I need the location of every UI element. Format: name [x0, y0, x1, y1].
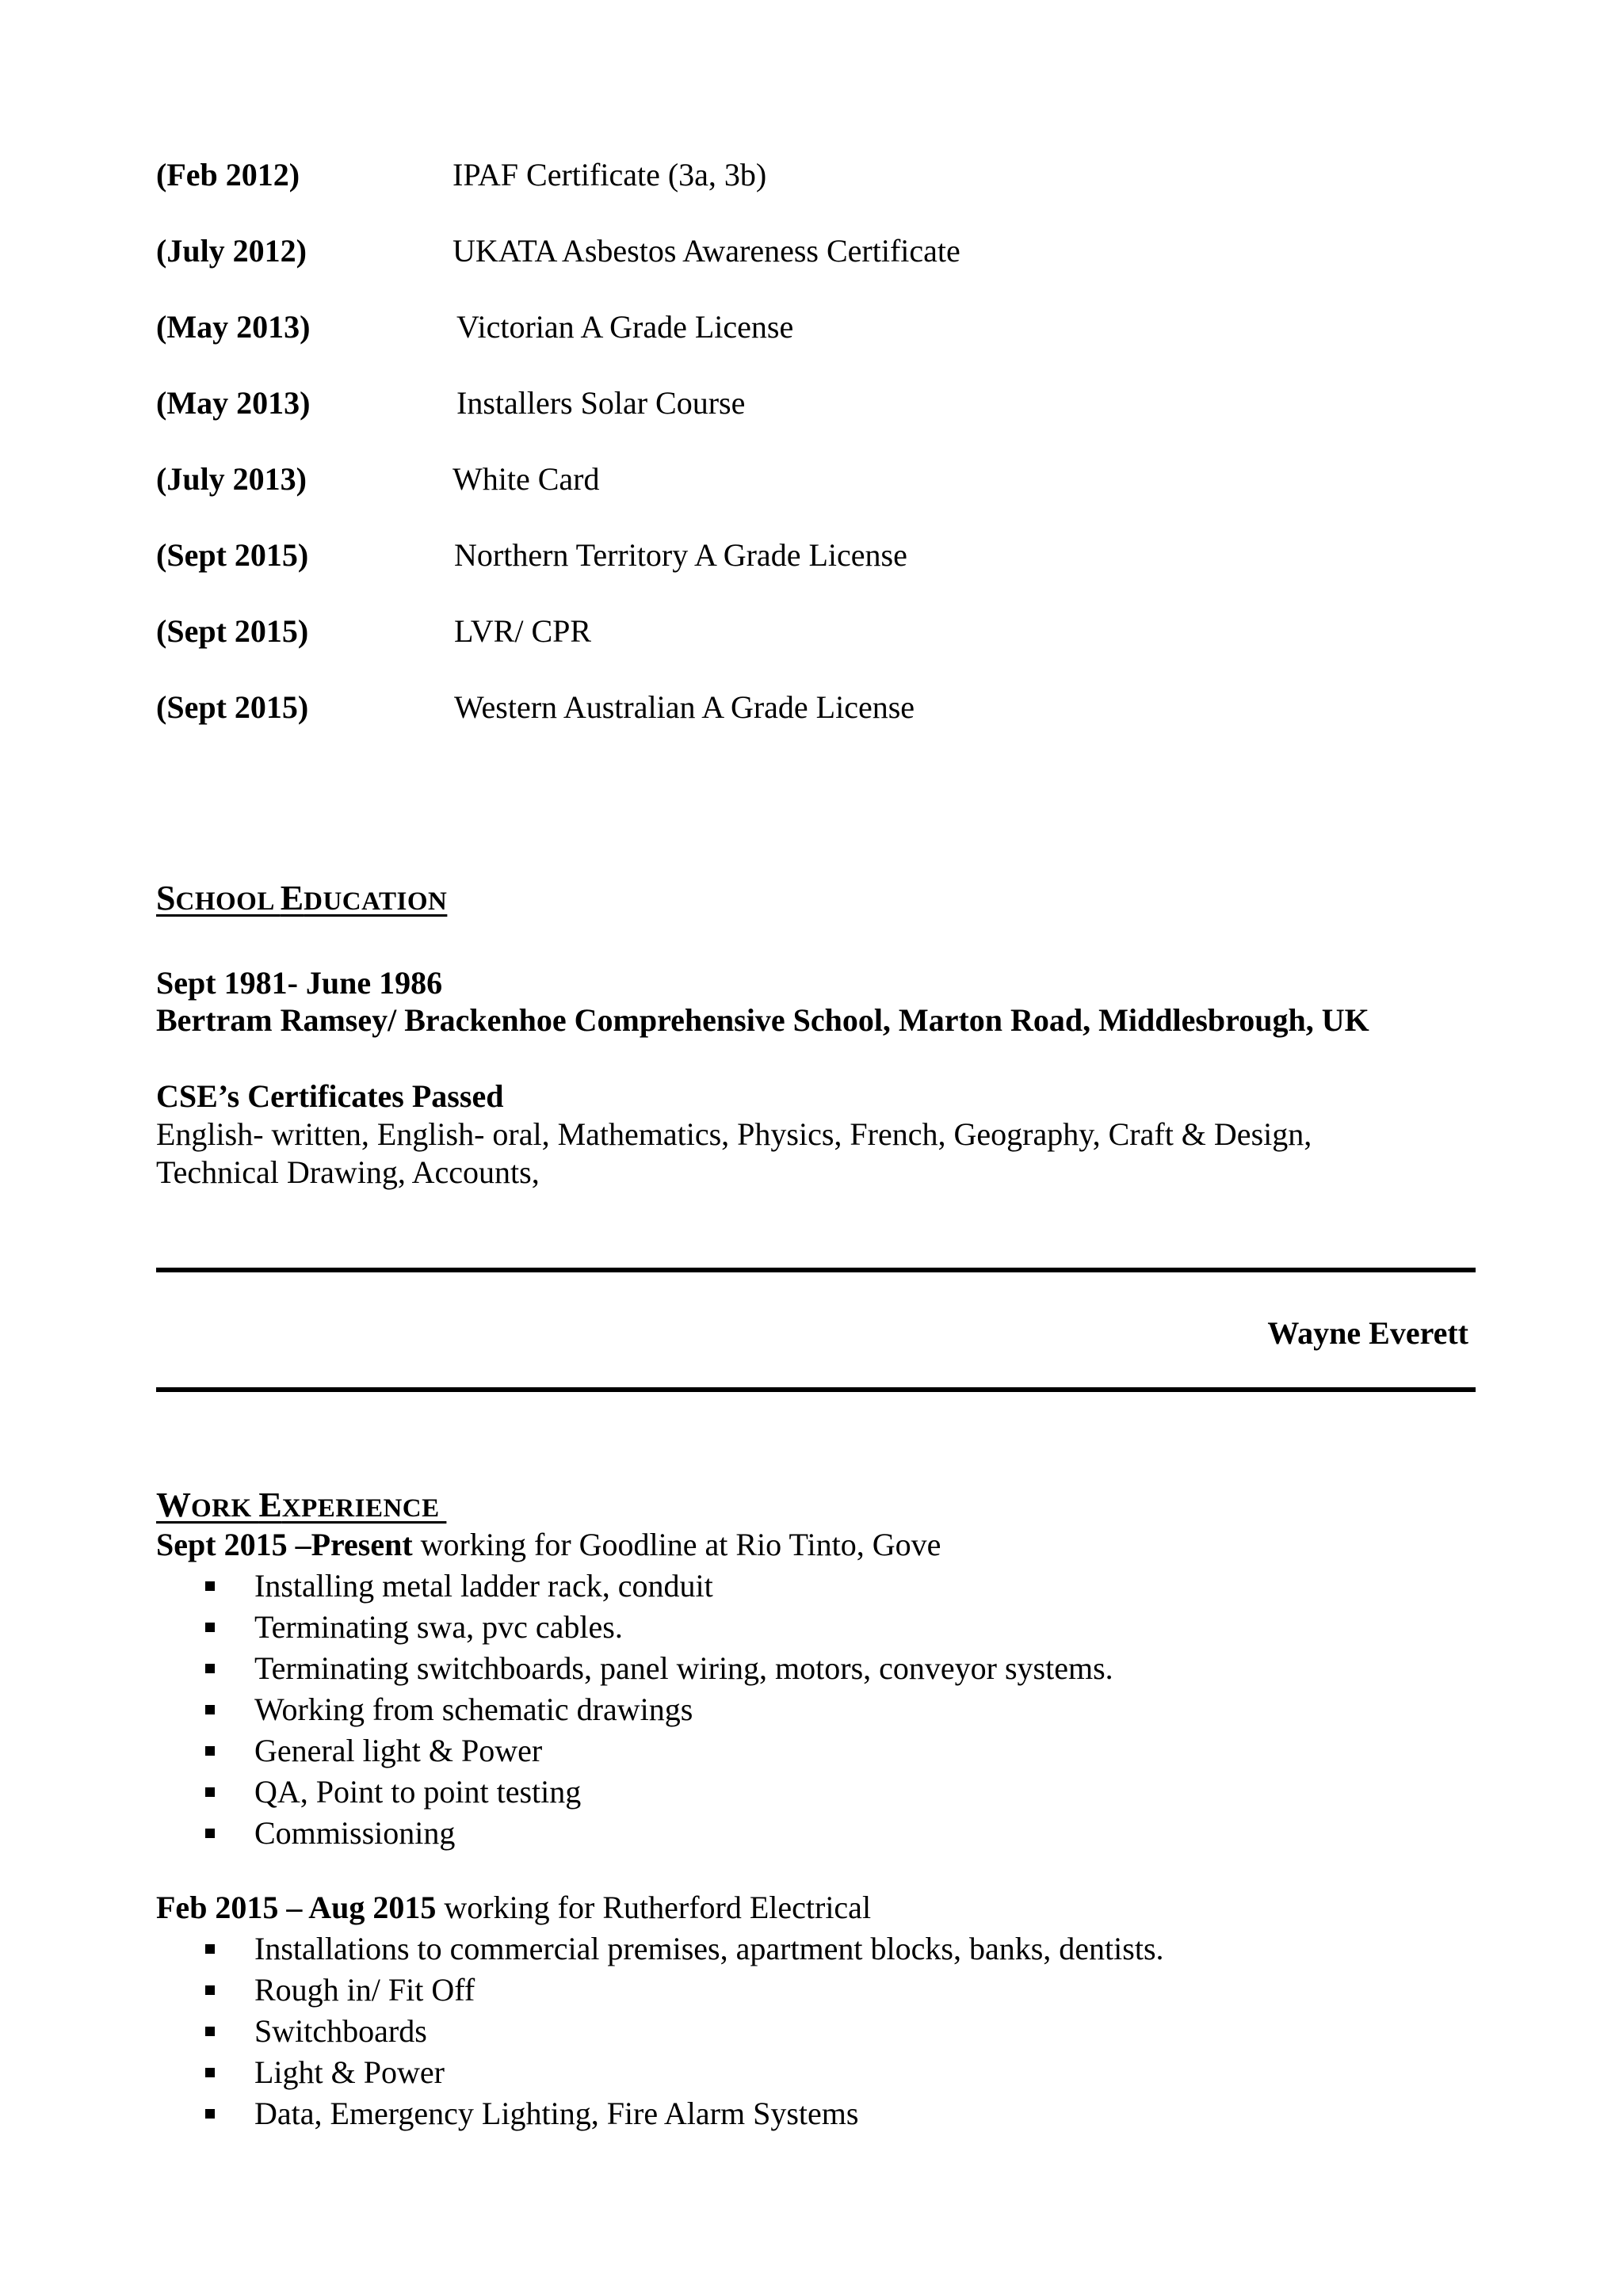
heading-smallcaps: ORK [191, 1494, 259, 1523]
job-employer: working for Goodline at Rio Tinto, Gove [412, 1527, 941, 1562]
cert-name: IPAF Certificate (3a, 3b) [453, 157, 767, 193]
square-bullet-icon [205, 1623, 215, 1632]
cert-name: LVR/ CPR [454, 613, 592, 649]
cert-date: (Sept 2015) [156, 689, 309, 725]
cse-subjects-line: Technical Drawing, Accounts, [156, 1154, 540, 1190]
duty-text: Rough in/ Fit Off [254, 1972, 475, 2008]
square-bullet-icon [205, 1787, 215, 1797]
cert-name: UKATA Asbestos Awareness Certificate [453, 233, 960, 269]
square-bullet-icon [205, 1985, 215, 1995]
top-divider-rule [156, 1268, 1476, 1272]
square-bullet-icon [205, 2027, 215, 2036]
duty-text: Commissioning [254, 1815, 456, 1851]
heading-initial: E [280, 879, 304, 917]
cert-date: (Sept 2015) [156, 613, 309, 649]
cert-date: (Sept 2015) [156, 537, 309, 573]
duty-text: Terminating swa, pvc cables. [254, 1609, 623, 1645]
job-header [156, 1526, 941, 1564]
school-name: Bertram Ramsey/ Brackenhoe Comprehensive School, Marton Road, Middlesbrough, UK [156, 1002, 1369, 1038]
cse-subjects-line: English- written, English- oral, Mathematics, Physics, French, Geography, Craft & Design, [156, 1116, 1312, 1152]
heading-initial: E [258, 1486, 282, 1524]
bottom-divider-rule [156, 1387, 1476, 1392]
cert-date: (May 2013) [156, 385, 311, 421]
job-employer: working for Rutherford Electrical [436, 1890, 872, 1925]
square-bullet-icon [205, 2068, 215, 2077]
square-bullet-icon [205, 1746, 215, 1756]
duty-text: QA, Point to point testing [254, 1774, 582, 1810]
square-bullet-icon [205, 1664, 215, 1673]
square-bullet-icon [205, 1944, 215, 1954]
duty-text: Working from schematic drawings [254, 1691, 693, 1727]
cert-name: Northern Territory A Grade License [454, 537, 907, 573]
duty-text: Light & Power [254, 2054, 445, 2090]
cert-name: Installers Solar Course [456, 385, 746, 421]
heading-initial: W [156, 1486, 191, 1524]
square-bullet-icon [205, 1705, 215, 1714]
school-period: Sept 1981- June 1986 [156, 965, 443, 1001]
duty-text: Terminating switchboards, panel wiring, motors, conveyor systems. [254, 1650, 1113, 1686]
square-bullet-icon [205, 1829, 215, 1838]
job-period: Feb 2015 – Aug 2015 [156, 1890, 437, 1925]
cert-name: Victorian A Grade License [456, 309, 794, 345]
name-banner: Wayne Everett [1267, 1315, 1468, 1351]
work-experience-heading [156, 1485, 446, 1529]
cert-date: (May 2013) [156, 309, 311, 345]
cert-date: (July 2013) [156, 461, 307, 497]
school-education-heading [156, 878, 447, 922]
duty-text: General light & Power [254, 1733, 543, 1768]
cert-name: White Card [453, 461, 600, 497]
duty-text: Installations to commercial premises, apartment blocks, banks, dentists. [254, 1931, 1164, 1966]
heading-smallcaps: CHOOL [175, 887, 281, 916]
square-bullet-icon [205, 2109, 215, 2119]
job-header [156, 1889, 871, 1927]
duty-text: Installing metal ladder rack, conduit [254, 1568, 713, 1604]
duty-text: Data, Emergency Lighting, Fire Alarm Systems [254, 2096, 859, 2131]
cse-certificates-title: CSE’s Certificates Passed [156, 1078, 504, 1114]
job-period: Sept 2015 –Present [156, 1527, 413, 1562]
heading-initial: S [156, 879, 176, 917]
heading-smallcaps: XPERIENCE [281, 1494, 447, 1523]
cert-date: (Feb 2012) [156, 157, 300, 193]
square-bullet-icon [205, 1581, 215, 1591]
cert-name: Western Australian A Grade License [454, 689, 915, 725]
duty-text: Switchboards [254, 2013, 427, 2049]
cert-date: (July 2012) [156, 233, 307, 269]
heading-smallcaps: DUCATION [304, 887, 448, 916]
